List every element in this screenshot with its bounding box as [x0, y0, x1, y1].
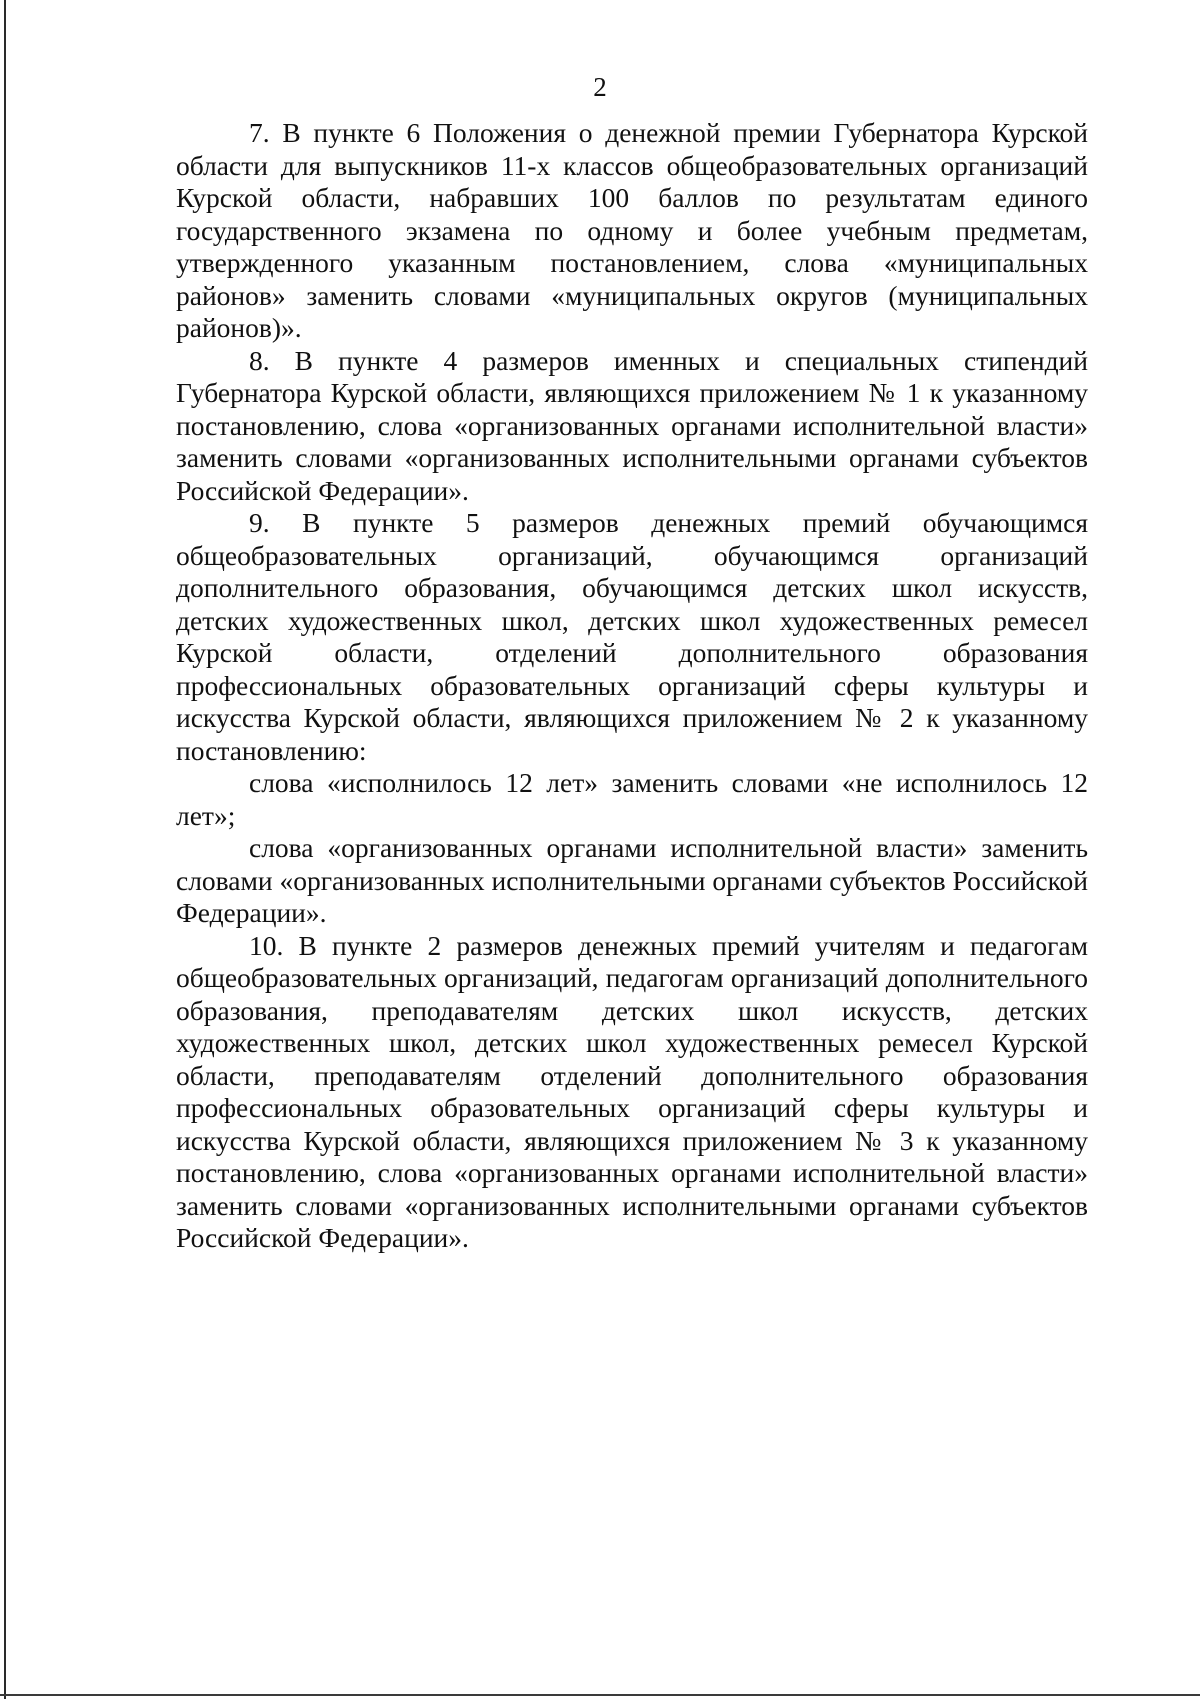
paragraph-item-9-sub-1: слова «исполнилось 12 лет» заменить словами «не исполнилось 12 лет»;	[176, 767, 1088, 831]
document-body	[176, 117, 1088, 1255]
scan-edge-bottom	[0, 1694, 1200, 1696]
page-number: 2	[593, 72, 607, 102]
paragraph-item-8: 8. В пункте 4 размеров именных и специальных стипендий Губернатора Курской области, являющихся приложением № 1 к указанному постановлению, слова «организованных органами исполнительной власти» заменить словами «организованных исполнительными органами субъектов Российской Федерации».	[176, 344, 1088, 506]
paragraph-item-7: 7. В пункте 6 Положения о денежной премии Губернатора Курской области для выпускников 11-х классов общеобразовательных организаций Курской области, набравших 100 баллов по результатам единого государственного экзамена по одному и более учебным предметам, утвержденного указанным постановлением, слова «муниципальных районов» заменить словами «муниципальных округов (муниципальных районов)».	[176, 117, 1088, 343]
paragraph-item-9-sub-2: слова «организованных органами исполнительной власти» заменить словами «организованных исполнительными органами субъектов Российской Федерации».	[176, 832, 1088, 928]
paragraph-item-9: 9. В пункте 5 размеров денежных премий обучающимся общеобразовательных организаций, обучающимся организаций дополнительного образования, обучающимся детских школ искусств, детских художественных школ, детских школ художественных ремесел Курской области, отделений дополнительного образования профессиональных образовательных организаций сферы культуры и искусства Курской области, являющихся приложением № 2 к указанному постановлению:	[176, 507, 1088, 766]
paragraph-item-10: 10. В пункте 2 размеров денежных премий учителям и педагогам общеобразовательных организаций, педагогам организаций дополнительного образования, преподавателям детских школ искусств, детских художественных школ, детских школ художественных ремесел Курской области, преподавателям отделений дополнительного образования профессиональных образовательных организаций сферы культуры и искусства Курской области, являющихся приложением № 3 к указанному постановлению, слова «организованных органами исполнительной власти» заменить словами «организованных исполнительными органами субъектов Российской Федерации».	[176, 929, 1088, 1253]
scan-edge-left	[4, 0, 6, 1699]
